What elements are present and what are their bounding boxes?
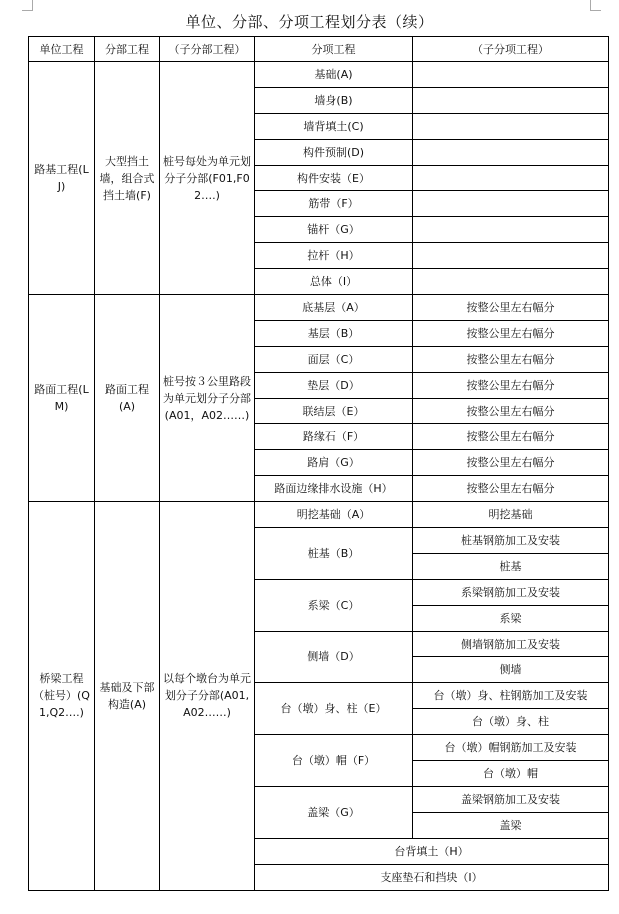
subitem-cell: 侧墙 — [413, 657, 609, 683]
item-cell: 墙身(B) — [255, 87, 413, 113]
item-cell: 桩基（B） — [255, 528, 413, 580]
subitem-cell: 按整公里左右幅分 — [413, 372, 609, 398]
unit-cell: 路基工程(LJ) — [29, 62, 95, 295]
item-cell: 路面边缘排水设施（H） — [255, 476, 413, 502]
subitem-cell — [413, 113, 609, 139]
table-row — [29, 295, 609, 321]
subitem-cell: 按整公里左右幅分 — [413, 295, 609, 321]
subitem-cell: 系梁钢筋加工及安装 — [413, 579, 609, 605]
subitem-cell: 台（墩）身、柱钢筋加工及安装 — [413, 683, 609, 709]
subitem-cell: 按整公里左右幅分 — [413, 398, 609, 424]
item-cell: 面层（C） — [255, 346, 413, 372]
division-cell: 路面工程(A) — [95, 295, 160, 502]
unit-cell: 路面工程(LM) — [29, 295, 95, 502]
subitem-cell: 按整公里左右幅分 — [413, 450, 609, 476]
header-subitem: （子分项工程） — [413, 37, 609, 62]
division-cell: 基础及下部构造(A) — [95, 502, 160, 890]
subitem-cell — [413, 87, 609, 113]
page-corner-mark-right — [590, 0, 601, 11]
unit-cell: 桥梁工程（桩号）(Q1,Q2….) — [29, 502, 95, 890]
item-cell: 明挖基础（A） — [255, 502, 413, 528]
subdivision-cell: 桩号每处为单元划分子分部(F01,F02….) — [160, 62, 255, 295]
subitem-cell: 盖梁钢筋加工及安装 — [413, 786, 609, 812]
page-title: 单位、分部、分项工程划分表（续） — [185, 13, 434, 31]
item-cell: 垫层（D） — [255, 372, 413, 398]
subdivision-cell: 桩号按３公里路段为单元划分子分部(A01，A02……) — [160, 295, 255, 502]
item-cell: 基础(A) — [255, 62, 413, 88]
subdivision-cell: 以每个墩台为单元划分子分部(A01,A02……) — [160, 502, 255, 890]
item-cell: 支座垫石和挡块（I） — [255, 864, 609, 890]
item-cell: 锚杆（G） — [255, 217, 413, 243]
subitem-cell: 侧墙钢筋加工及安装 — [413, 631, 609, 657]
subitem-cell: 台（墩）帽钢筋加工及安装 — [413, 735, 609, 761]
item-cell: 台（墩）帽（F） — [255, 735, 413, 787]
item-cell: 侧墙（D） — [255, 631, 413, 683]
item-cell: 盖梁（G） — [255, 786, 413, 838]
item-cell: 路肩（G） — [255, 450, 413, 476]
subitem-cell: 按整公里左右幅分 — [413, 320, 609, 346]
header-item: 分项工程 — [255, 37, 413, 62]
item-cell: 底基层（A） — [255, 295, 413, 321]
subitem-cell: 系梁 — [413, 605, 609, 631]
item-cell: 系梁（C） — [255, 579, 413, 631]
subitem-cell: 台（墩）帽 — [413, 761, 609, 787]
subitem-cell — [413, 62, 609, 88]
item-cell: 筋带（F） — [255, 191, 413, 217]
subitem-cell — [413, 139, 609, 165]
item-cell: 墙背填土(C) — [255, 113, 413, 139]
item-cell: 构件预制(D) — [255, 139, 413, 165]
subitem-cell — [413, 217, 609, 243]
division-cell: 大型挡土墙，组合式挡土墙(F) — [95, 62, 160, 295]
subitem-cell: 按整公里左右幅分 — [413, 476, 609, 502]
item-cell: 台（墩）身、柱（E） — [255, 683, 413, 735]
item-cell: 构件安装（E） — [255, 165, 413, 191]
item-cell: 总体（I） — [255, 269, 413, 295]
table-row — [29, 62, 609, 88]
subitem-cell: 桩基钢筋加工及安装 — [413, 528, 609, 554]
item-cell: 基层（B） — [255, 320, 413, 346]
subitem-cell — [413, 165, 609, 191]
subitem-cell — [413, 243, 609, 269]
item-cell: 拉杆（H） — [255, 243, 413, 269]
header-subdivision: （子分部工程） — [160, 37, 255, 62]
subitem-cell: 按整公里左右幅分 — [413, 346, 609, 372]
header-row — [29, 37, 609, 62]
page-corner-mark-left — [22, 0, 33, 11]
subitem-cell — [413, 269, 609, 295]
division-table — [28, 36, 609, 891]
subitem-cell: 桩基 — [413, 553, 609, 579]
subitem-cell — [413, 191, 609, 217]
subitem-cell: 台（墩）身、柱 — [413, 709, 609, 735]
subitem-cell: 按整公里左右幅分 — [413, 424, 609, 450]
item-cell: 联结层（E） — [255, 398, 413, 424]
header-division: 分部工程 — [95, 37, 160, 62]
subitem-cell: 明挖基础 — [413, 502, 609, 528]
header-unit: 单位工程 — [29, 37, 95, 62]
item-cell: 路缘石（F） — [255, 424, 413, 450]
table-row — [29, 502, 609, 528]
table-body — [29, 62, 609, 891]
subitem-cell: 盖梁 — [413, 812, 609, 838]
item-cell: 台背填土（H） — [255, 838, 609, 864]
